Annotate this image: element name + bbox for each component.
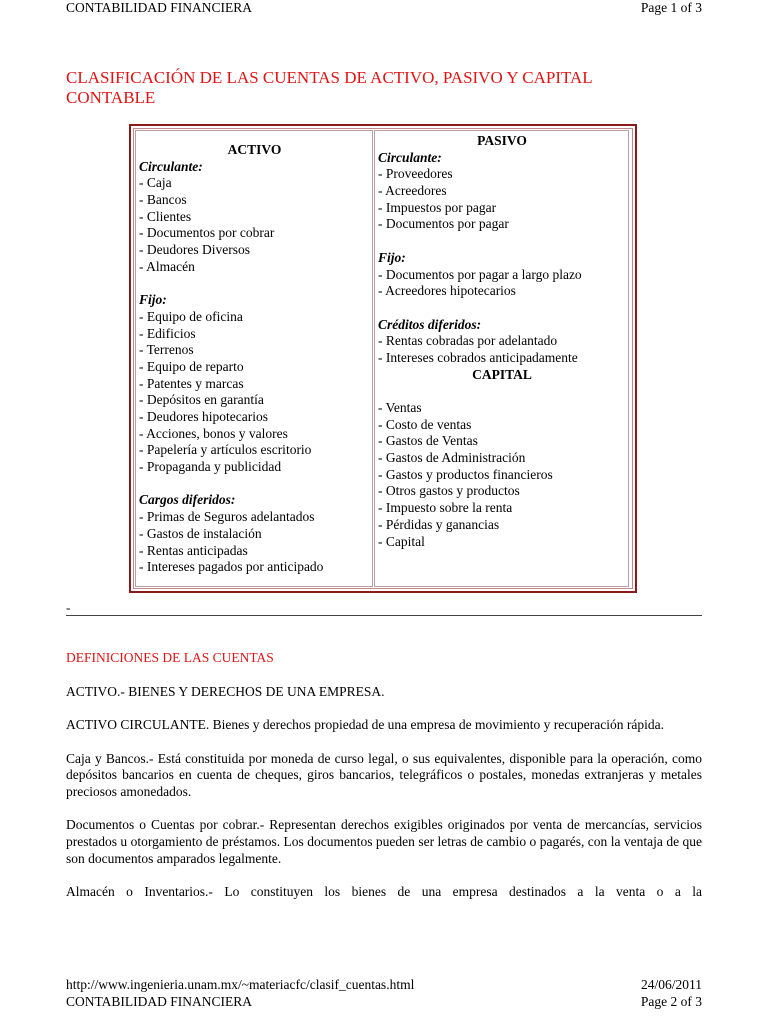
account-item: - Documentos por cobrar <box>139 225 275 241</box>
account-item: - Otros gastos y productos <box>378 483 520 499</box>
footer-page: Page 2 of 3 <box>640 994 702 1009</box>
account-item: - Deudores Diversos <box>139 242 250 258</box>
activo-cell <box>135 130 373 587</box>
definition-activo: ACTIVO.- BIENES Y DERECHOS DE UNA EMPRESA. <box>66 683 385 699</box>
separator-mark: - <box>66 600 71 615</box>
activo-fijo-label: Fijo: <box>139 292 167 308</box>
definition-almacen: Almacén o Inventarios.- Lo constituyen los bienes de una empresa destinados a la venta o a la <box>66 884 702 900</box>
account-item: - Equipo de oficina <box>139 308 243 324</box>
account-item: - Gastos de Ventas <box>378 433 478 449</box>
account-item: - Propaganda y publicidad <box>139 459 282 475</box>
footer-date: 24/06/2011 <box>640 977 702 992</box>
horizontal-rule <box>66 615 702 616</box>
activo-circulante-list <box>139 175 370 275</box>
activo-circulante-label: Circulante: <box>139 158 203 174</box>
account-item: - Clientes <box>139 208 192 224</box>
footer-title: CONTABILIDAD FINANCIERA <box>66 994 253 1009</box>
activo-cargos-list <box>139 509 370 576</box>
account-item: - Primas de Seguros adelantados <box>139 509 315 525</box>
account-item: - Bancos <box>139 192 187 208</box>
account-item: - Pérdidas y ganancias <box>378 516 500 532</box>
pasivo-creditos-label: Créditos diferidos: <box>378 316 482 332</box>
footer-url: http://www.ingenieria.unam.mx/~materiacfc/clasif_cuentas.html <box>66 977 415 992</box>
account-item: - Ventas <box>378 400 422 415</box>
activo-cargos-label: Cargos diferidos: <box>139 492 236 508</box>
account-item: - Impuesto sobre la renta <box>378 500 513 516</box>
definitions-heading: DEFINICIONES DE LAS CUENTAS <box>66 650 274 665</box>
pasivo-creditos-list <box>378 333 626 366</box>
running-header-title: CONTABILIDAD FINANCIERA <box>66 0 253 15</box>
account-item: - Gastos y productos financieros <box>378 466 553 482</box>
account-item: - Acciones, bonos y valores <box>139 425 288 441</box>
account-item: - Caja <box>139 175 172 191</box>
activo-fijo-list <box>139 309 370 476</box>
account-item: - Impuestos por pagar <box>378 199 497 215</box>
pasivo-column <box>378 133 626 550</box>
account-item: - Deudores hipotecarios <box>139 409 268 424</box>
account-item: - Documentos por pagar a largo plazo <box>378 266 582 282</box>
account-item: - Rentas cobradas por adelantado <box>378 333 558 349</box>
account-item: - Terrenos <box>139 342 194 358</box>
activo-heading: ACTIVO <box>227 142 282 157</box>
account-item: - Acreedores <box>378 183 447 199</box>
account-item: - Gastos de instalación <box>139 525 262 541</box>
pasivo-heading: PASIVO <box>477 133 527 148</box>
accounts-classification-table <box>129 124 637 593</box>
pasivo-cell <box>374 130 629 587</box>
account-item: - Edificios <box>139 325 196 341</box>
activo-column <box>139 142 370 576</box>
definition-activo-circulante: ACTIVO CIRCULANTE. Bienes y derechos propiedad de una empresa de movimiento y recuperación rápida. <box>66 717 664 732</box>
pasivo-circulante-label: Circulante: <box>378 149 442 165</box>
account-item: - Acreedores hipotecarios <box>378 283 516 299</box>
definition-caja-bancos: Caja y Bancos.- Está constituida por moneda de curso legal, o sus equivalentes, disponible para la operación, como depósitos bancarios en cuenta de cheques, giros bancarios, telegráficos o postales, monedas extranjeras y metales preciosos amonedados. <box>66 750 702 799</box>
account-item: - Proveedores <box>378 166 453 182</box>
account-item: - Patentes y marcas <box>139 375 244 391</box>
page-title: CLASIFICACIÓN DE LAS CUENTAS DE ACTIVO, PASIVO Y CAPITAL CONTABLE <box>66 68 593 107</box>
account-item: - Depósitos en garantía <box>139 392 264 408</box>
account-item: - Documentos por pagar <box>378 216 509 232</box>
capital-heading: CAPITAL <box>472 366 532 382</box>
account-item: - Gastos de Administración <box>378 450 526 466</box>
definitions-section <box>66 650 702 918</box>
account-item: - Intereses pagados por anticipado <box>139 559 324 575</box>
pasivo-fijo-list <box>378 267 626 300</box>
running-header-page: Page 1 of 3 <box>640 0 702 15</box>
account-item: - Intereses cobrados anticipadamente <box>378 349 578 365</box>
account-item: - Costo de ventas <box>378 416 472 432</box>
pasivo-circulante-list <box>378 166 626 233</box>
capital-list <box>378 400 626 550</box>
account-item: - Almacén <box>139 258 195 274</box>
account-item: - Papelería y artículos escritorio <box>139 442 312 458</box>
definition-documentos-cobrar: Documentos o Cuentas por cobrar.- Representan derechos exigibles originados por venta de mercancías, servicios prestados u otorgamiento de préstamos. Los documentos pueden ser letras de cambio o pagarés, con la ventaja de que son documentos amparados legalmente. <box>66 817 702 866</box>
account-item: - Capital <box>378 533 425 549</box>
account-item: - Equipo de reparto <box>139 358 244 374</box>
account-item: - Rentas anticipadas <box>139 542 248 558</box>
pasivo-fijo-label: Fijo: <box>378 249 406 265</box>
